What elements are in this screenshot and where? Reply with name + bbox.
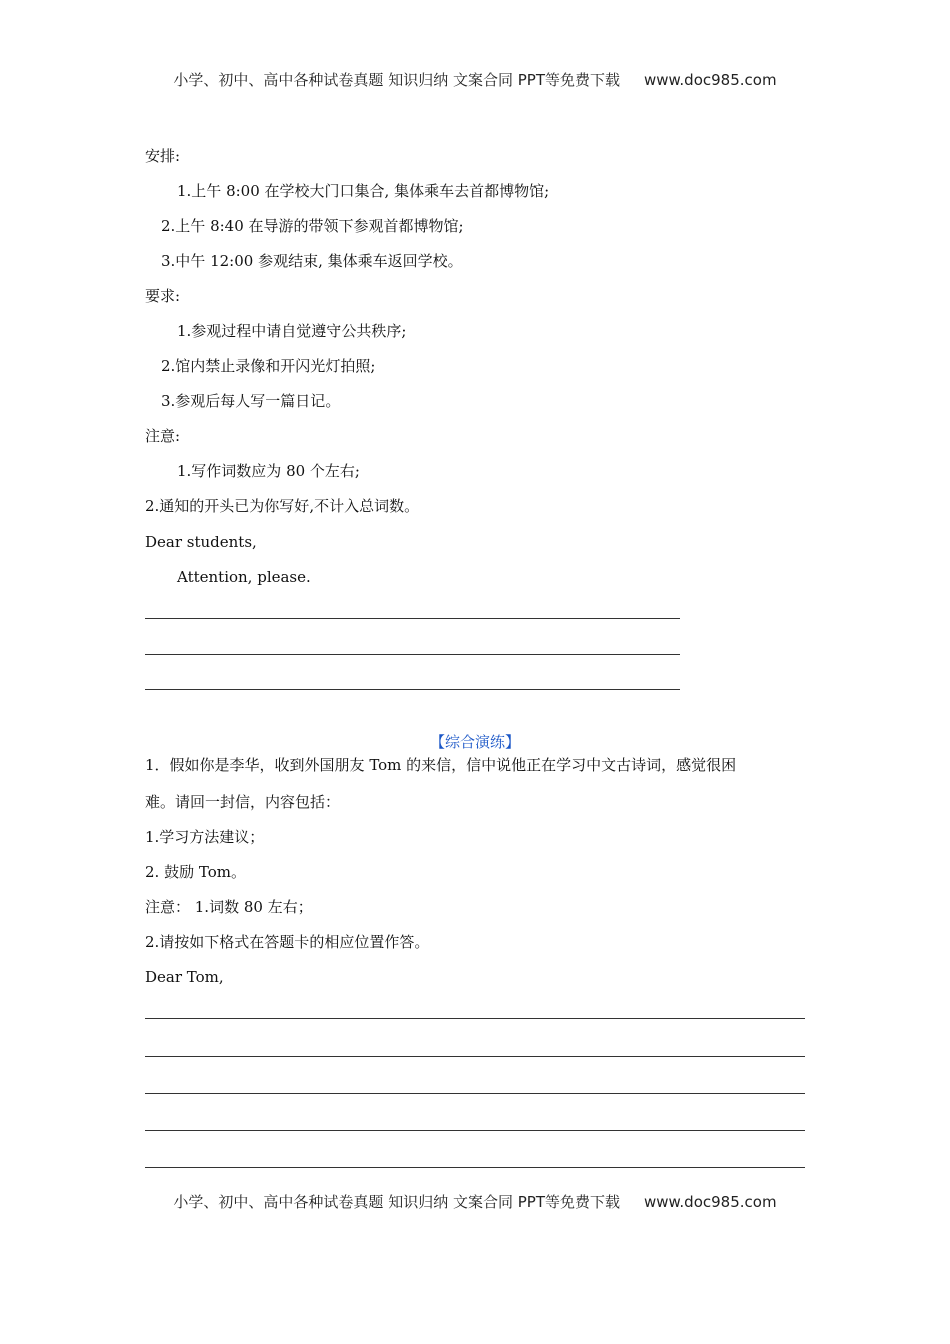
note-label: 注意: [145,427,181,445]
header-site: www.doc985.com [643,71,777,89]
greeting-students: Dear students, [145,533,257,551]
requirement-item-2: 2.馆内禁止录像和开闪光灯拍照; [161,357,376,375]
requirement-item-1: 1.参观过程中请自觉遵守公共秩序; [177,322,407,340]
header-text: 小学、初中、高中各种试卷真题 知识归纳 文案合同 PPT等免费下载 [173,71,620,89]
point-item-2: 2. 鼓励 Tom。 [145,863,246,881]
note-item-1: 1.写作词数应为 80 个左右; [177,462,360,480]
greeting-tom: Dear Tom, [145,968,224,986]
answer-line [145,1167,805,1168]
answer-line [145,618,680,619]
point-item-1: 1.学习方法建议； [145,828,265,846]
question-line-1: 1．假如你是李华，收到外国朋友 Tom 的来信，信中说他正在学习中文古诗词，感觉很困 [145,756,737,774]
requirement-label: 要求: [145,287,181,305]
arrangement-item-2: 2.上午 8:40 在导游的带领下参观首都博物馆; [161,217,464,235]
arrangement-item-3: 3.中午 12:00 参观结束, 集体乘车返回学校。 [161,252,463,270]
answer-line [145,1130,805,1131]
requirement-item-3: 3.参观后每人写一篇日记。 [161,392,341,410]
note-line: 注意： 1.词数 80 左右； [145,898,313,916]
answer-line [145,1018,805,1019]
question-line-2: 难。请回一封信，内容包括： [145,793,341,811]
page-footer [0,1191,950,1212]
arrangement-label: 安排: [145,147,181,165]
section-title: 【综合演练】 [429,733,520,751]
arrangement-item-1: 1.上午 8:00 在学校大门口集合, 集体乘车去首都博物馆; [177,182,550,200]
note-line-2: 2.请按如下格式在答题卡的相应位置作答。 [145,933,430,951]
footer-site: www.doc985.com [643,1193,777,1211]
answer-line [145,689,680,690]
note-item-2: 2.通知的开头已为你写好,不计入总词数。 [145,497,420,515]
answer-line [145,654,680,655]
answer-line [145,1093,805,1094]
opening-line: Attention, please. [177,568,311,586]
page-header [0,69,950,90]
answer-line [145,1056,805,1057]
footer-text: 小学、初中、高中各种试卷真题 知识归纳 文案合同 PPT等免费下载 [173,1193,620,1211]
